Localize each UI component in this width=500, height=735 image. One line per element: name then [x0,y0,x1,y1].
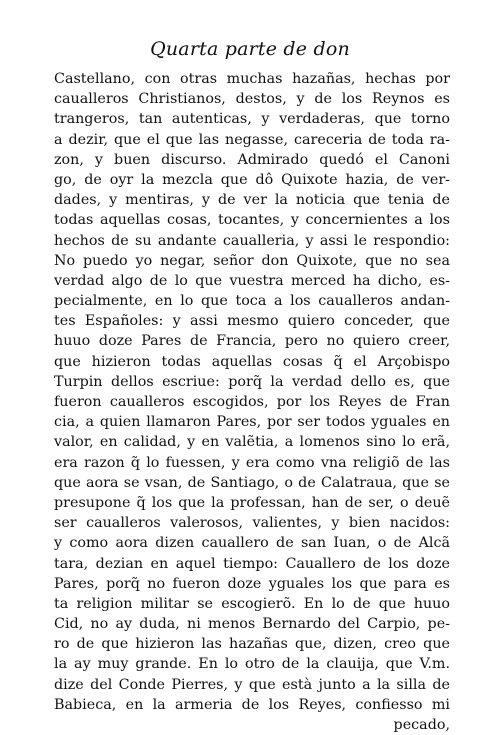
text-line: que hizieron todas aquellas cosas q̃ el Arçobispo [54,353,450,370]
text-line: dize del Conde Pierres, y que està junto a la silla de [54,676,450,693]
text-line: ser caualleros valerosos, valientes, y bien nacidos: [54,515,450,532]
text-line: hechos de su andante caualleria, y assi le respondio: [54,232,450,249]
text-line: cia, a quien llamaron Pares, por ser todos yguales en [54,414,450,431]
text-line: pecialmente, en lo que toca a los caualleros andan- [54,293,450,310]
text-line: fueron caualleros escogidos, por los Reyes de Fran [54,394,450,410]
text-line: tes Españoles: y assi mesmo quiero conceder, que [54,313,450,330]
text-line: valor, en calidad, y en valẽtia, a lomenos sino lo erã, [54,434,450,451]
text-line: zon, y buen discurso. Admirado quedó el Canoni [54,151,450,168]
text-line: trangeros, tan autenticas, y verdaderas, que torno [54,111,450,128]
text-line: la ay muy grande. En lo otro de la clauija, que V.m. [54,656,450,673]
text-line: Cid, no ay duda, ni menos Bernardo del Carpio, pe- [54,616,450,633]
text-line: huuo doze Pares de Francia, pero no quiero creer, [54,333,450,350]
text-line: verdad algo de lo que vuestra merced ha dicho, es- [54,272,450,289]
text-line: que aora se vsan, de Santiago, o de Calatraua, que se [54,474,450,491]
text-line: Castellano, con otras muchas hazañas, hechas por [54,71,450,87]
text-line: y como aora dizen cauallero de san Iuan, o de Alcã [54,535,450,552]
text-line: No puedo yo negar, señor don Quixote, que no sea [54,252,450,269]
running-head: Quarta parte de don [150,38,350,60]
text-line: tara, dezian en aquel tiempo: Cauallero de los doze [54,555,450,572]
text-line: Pares, porq̃ no fueron doze yguales los que para es [54,575,450,592]
text-line: presupone q̃ los que la professan, han de ser, o deuẽ [54,494,450,511]
body-text [54,69,450,735]
text-line: dades, y mentiras, y de ver la noticia que tenia de [54,192,450,209]
text-line: era razon q̃ lo fuessen, y era como vna religiõ de las [54,454,450,471]
catchword: pecado, [393,717,450,733]
text-line: Babieca, en la armeria de los Reyes, confiesso mi [54,696,450,713]
text-line: a dezir, que el que las negasse, careceria de toda ra- [54,131,450,148]
text-line: Turpin dellos escriue: porq̃ la verdad dello es, que [54,373,450,390]
text-line: caualleros Christianos, destos, y de los Reynos es [54,91,450,108]
text-line: go, de oyr la mezcla que dô Quixote hazia, de ver- [54,171,450,188]
text-line: todas aquellas cosas, tocantes, y concernientes a los [54,212,450,229]
text-line: ta religion militar se escogierõ. En lo de que huuo [54,595,450,612]
text-line: ro de que hizieron las hazañas que, dizen, creo que [54,636,450,653]
